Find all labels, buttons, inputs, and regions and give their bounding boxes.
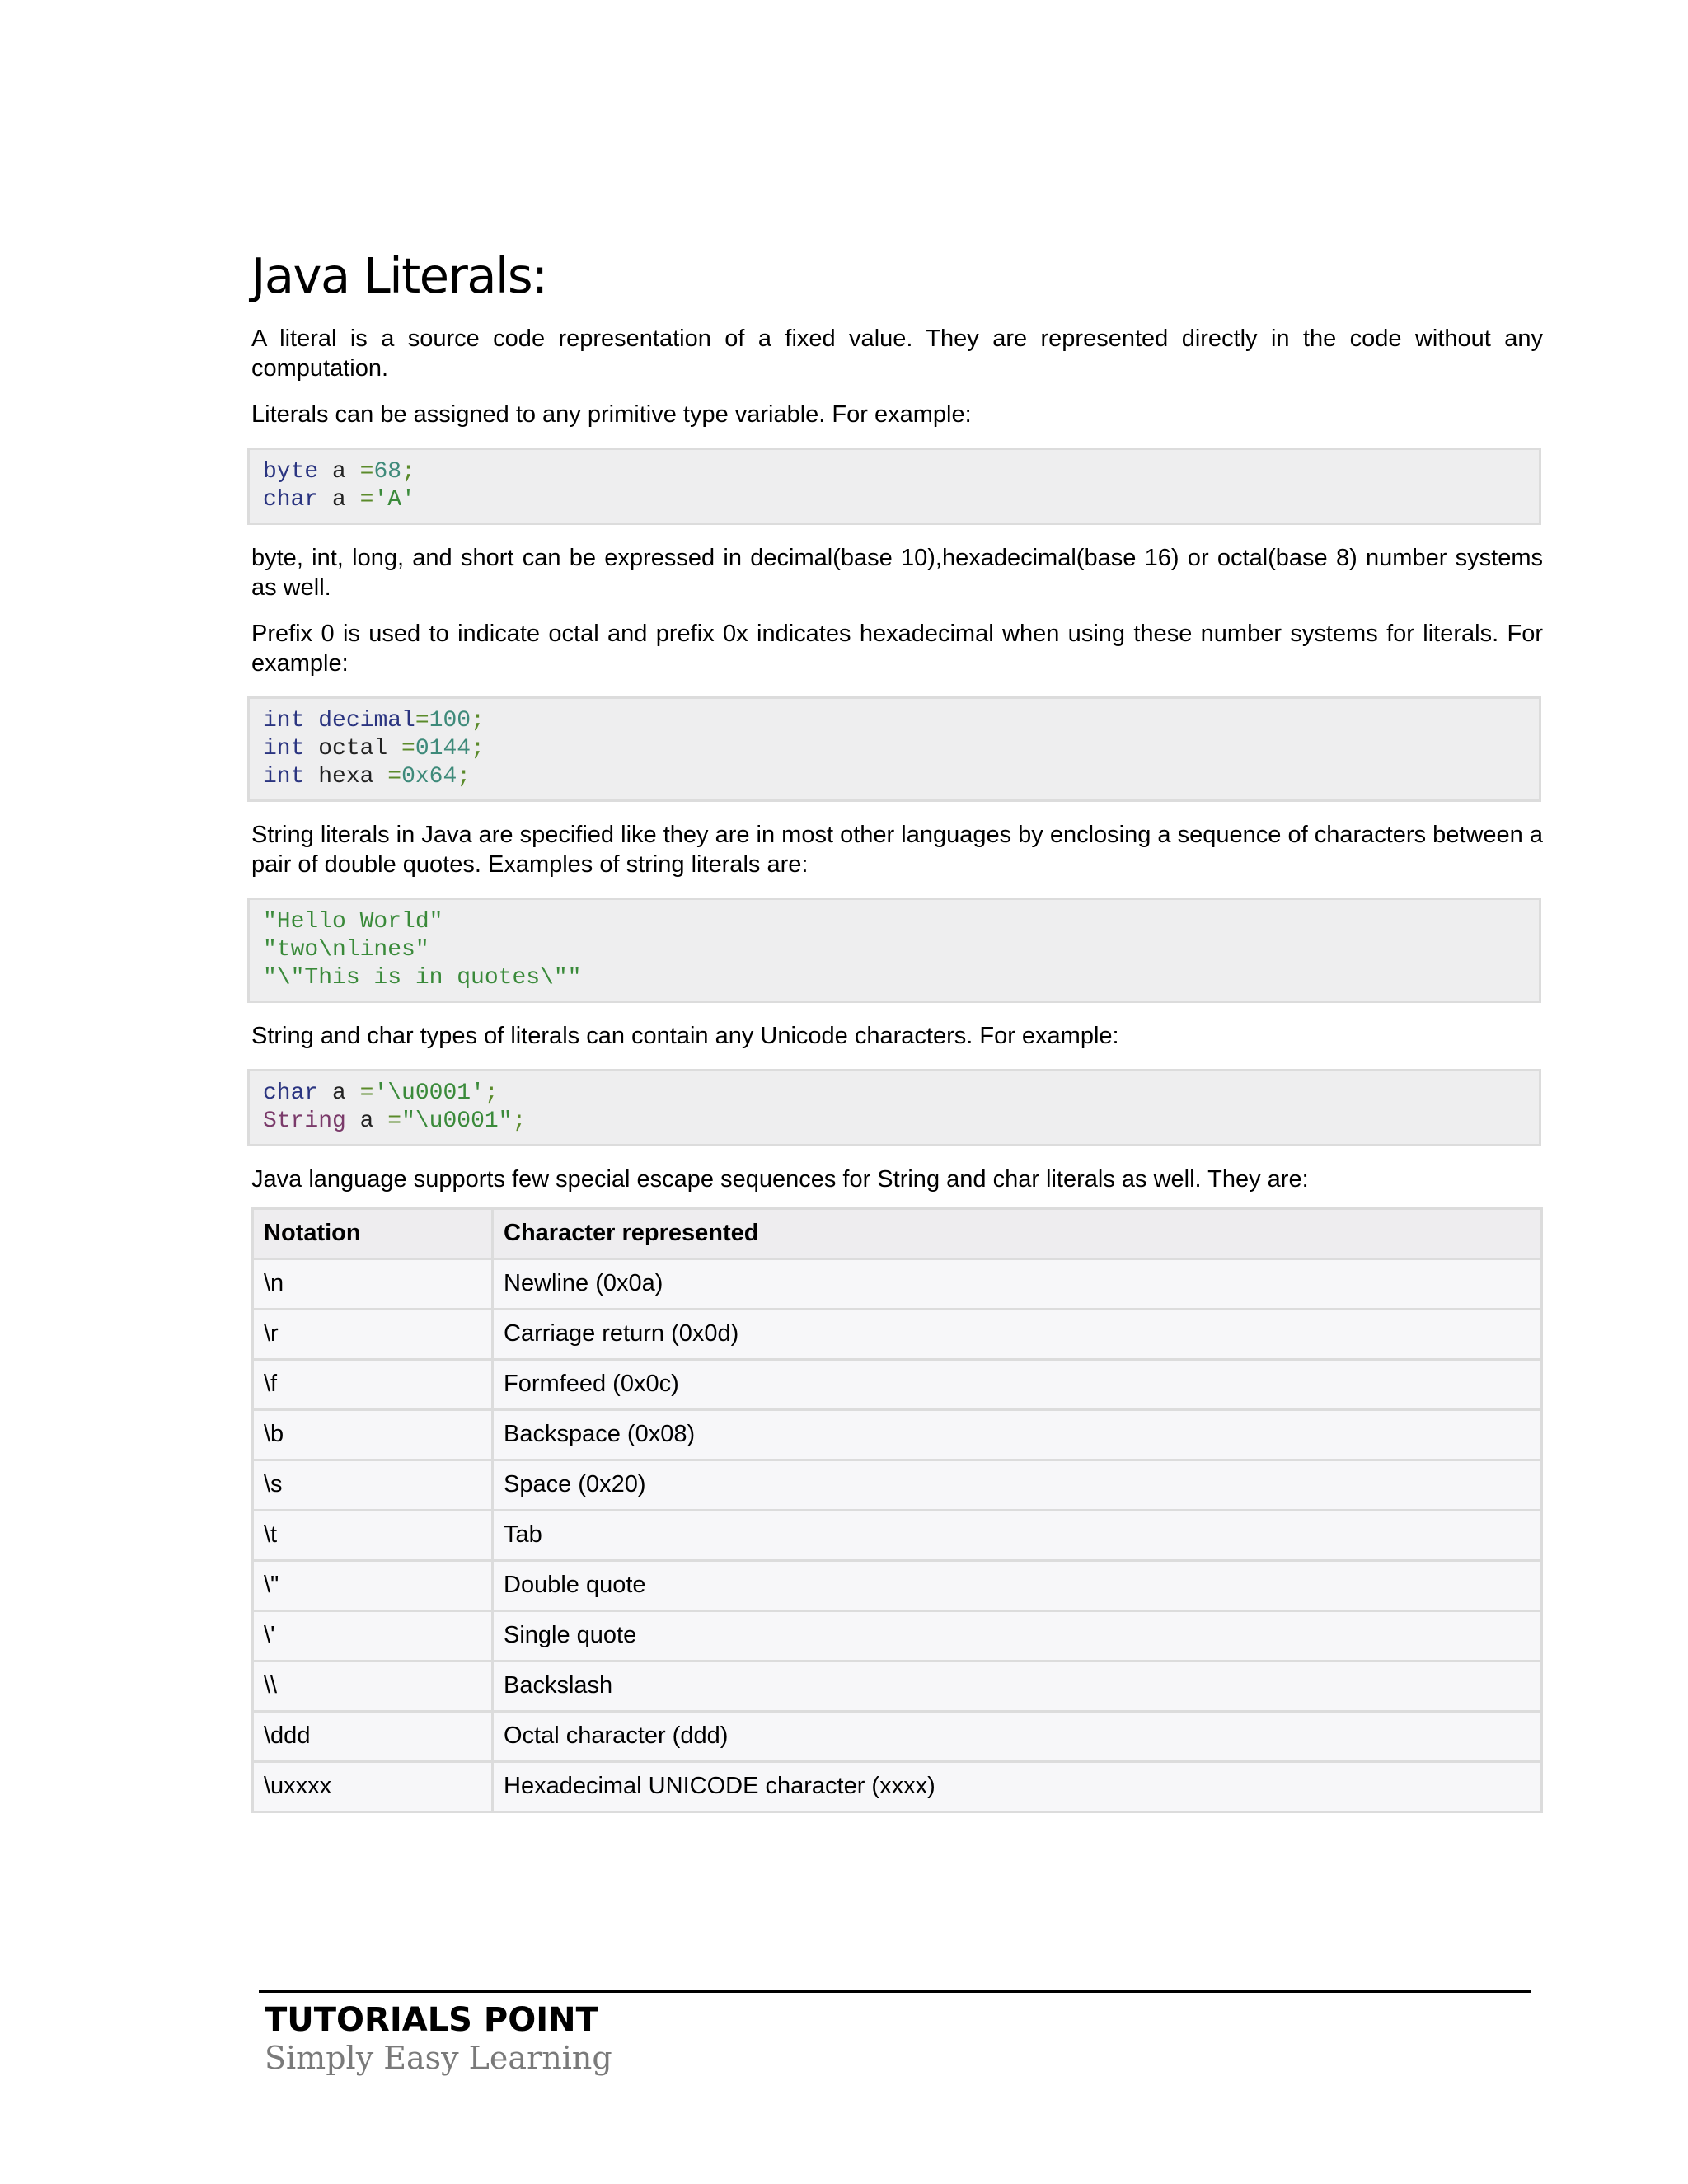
cell-notation: \b — [253, 1409, 493, 1460]
code-token: = — [359, 1080, 374, 1106]
page-footer — [259, 1990, 1531, 2078]
cell-character: Backspace (0x08) — [493, 1409, 1542, 1460]
code-block-primitive — [247, 448, 1541, 525]
code-token: decimal — [318, 707, 415, 733]
code-token: ; — [401, 458, 415, 485]
code-token: int — [263, 735, 305, 762]
footer-divider — [259, 1990, 1531, 1993]
table-row — [253, 1258, 1542, 1309]
table-row — [253, 1711, 1542, 1761]
cell-character: Newline (0x0a) — [493, 1258, 1542, 1309]
code-token: 100 — [429, 707, 471, 733]
code-line — [263, 1108, 1526, 1136]
code-line — [263, 707, 1526, 735]
code-token: octal — [304, 735, 402, 762]
code-token: char — [263, 1080, 319, 1106]
code-token: int — [263, 763, 305, 790]
code-token: byte — [263, 458, 319, 485]
code-line — [263, 936, 1526, 964]
table-body — [253, 1258, 1542, 1811]
code-token: "Hello World" — [263, 908, 443, 935]
code-token: hexa — [304, 763, 388, 790]
footer-tagline: Simply Easy Learning — [265, 2040, 612, 2076]
code-token: String — [263, 1108, 346, 1134]
table-row — [253, 1309, 1542, 1359]
code-token: ; — [457, 763, 471, 790]
code-token: a — [318, 458, 360, 485]
escape-sequence-table — [251, 1207, 1543, 1813]
table-row — [253, 1661, 1542, 1711]
cell-notation: \r — [253, 1309, 493, 1359]
table-row — [253, 1359, 1542, 1409]
code-token: = — [359, 486, 374, 513]
cell-notation: \ddd — [253, 1711, 493, 1761]
code-line — [263, 908, 1526, 936]
code-token: "two\nlines" — [263, 936, 429, 963]
table-row — [253, 1409, 1542, 1460]
paragraph-prefix: Prefix 0 is used to indicate octal and prefix 0x indicates hexadecimal when using these number systems for literals. For example: — [251, 620, 1543, 677]
code-token: 0x64 — [401, 763, 457, 790]
cell-character: Octal character (ddd) — [493, 1711, 1542, 1761]
cell-character: Carriage return (0x0d) — [493, 1309, 1542, 1359]
code-token: ; — [484, 1080, 499, 1106]
footer-brand: TUTORIALS POINT — [265, 2001, 598, 2039]
code-token: = — [387, 1108, 402, 1134]
paragraph-string-literals: String literals in Java are specified like they are in most other languages by enclosing a sequence of characters between a pair of double quotes. Examples of string literals are: — [251, 821, 1543, 878]
code-token: a — [345, 1108, 388, 1134]
code-block-unicode — [247, 1069, 1541, 1146]
code-token: = — [359, 458, 374, 485]
cell-notation: \uxxxx — [253, 1761, 493, 1811]
code-block-integers — [247, 696, 1541, 802]
cell-notation: \t — [253, 1510, 493, 1560]
cell-notation: \s — [253, 1460, 493, 1510]
cell-character: Space (0x20) — [493, 1460, 1542, 1510]
paragraph-unicode: String and char types of literals can contain any Unicode characters. For example: — [251, 1022, 1119, 1049]
code-token: ; — [471, 735, 485, 762]
cell-character: Formfeed (0x0c) — [493, 1359, 1542, 1409]
table-row — [253, 1510, 1542, 1560]
table-row — [253, 1560, 1542, 1610]
code-line — [263, 735, 1526, 763]
cell-notation: \" — [253, 1560, 493, 1610]
code-token: = — [415, 707, 429, 733]
code-token: 0144 — [415, 735, 471, 762]
cell-character: Backslash — [493, 1661, 1542, 1711]
table-row — [253, 1761, 1542, 1811]
code-token: '\u0001' — [373, 1080, 485, 1106]
code-token: int — [263, 707, 305, 733]
code-block-strings — [247, 898, 1541, 1003]
cell-character: Tab — [493, 1510, 1542, 1560]
code-token: 'A' — [373, 486, 415, 513]
paragraph-number-systems: byte, int, long, and short can be expressed in decimal(base 10),hexadecimal(base 16) or octal(base 8) number systems as well. — [251, 544, 1543, 601]
code-line — [263, 458, 1526, 486]
code-line — [263, 486, 1526, 514]
cell-character: Single quote — [493, 1610, 1542, 1661]
table-header-row — [253, 1208, 1542, 1258]
cell-character: Double quote — [493, 1560, 1542, 1610]
paragraph-escape-sequences: Java language supports few special escape sequences for String and char literals as well. They are: — [251, 1165, 1309, 1193]
code-line — [263, 964, 1526, 992]
cell-notation: \f — [253, 1359, 493, 1409]
code-token: ; — [471, 707, 485, 733]
code-token: a — [318, 486, 360, 513]
code-token: = — [387, 763, 402, 790]
code-token: char — [263, 486, 319, 513]
paragraph-intro: A literal is a source code representation of a fixed value. They are represented directly in the code without any computation. — [251, 325, 1543, 382]
document-page — [251, 247, 1543, 1813]
table-row — [253, 1460, 1542, 1510]
code-token: = — [401, 735, 415, 762]
cell-notation: \' — [253, 1610, 493, 1661]
code-line — [263, 763, 1526, 791]
code-token: 68 — [373, 458, 402, 485]
table-row — [253, 1610, 1542, 1661]
header-notation: Notation — [253, 1208, 493, 1258]
cell-notation: \n — [253, 1258, 493, 1309]
header-character: Character represented — [493, 1208, 1542, 1258]
cell-character: Hexadecimal UNICODE character (xxxx) — [493, 1761, 1542, 1811]
code-token: "\u0001" — [401, 1108, 513, 1134]
code-token: "\"This is in quotes\"" — [263, 964, 582, 991]
cell-notation: \\ — [253, 1661, 493, 1711]
code-token: a — [318, 1080, 360, 1106]
code-line — [263, 1080, 1526, 1108]
paragraph-assign: Literals can be assigned to any primitive type variable. For example: — [251, 401, 972, 428]
code-token: ; — [512, 1108, 527, 1134]
code-token — [304, 708, 318, 733]
page-title: Java Literals: — [251, 247, 547, 304]
